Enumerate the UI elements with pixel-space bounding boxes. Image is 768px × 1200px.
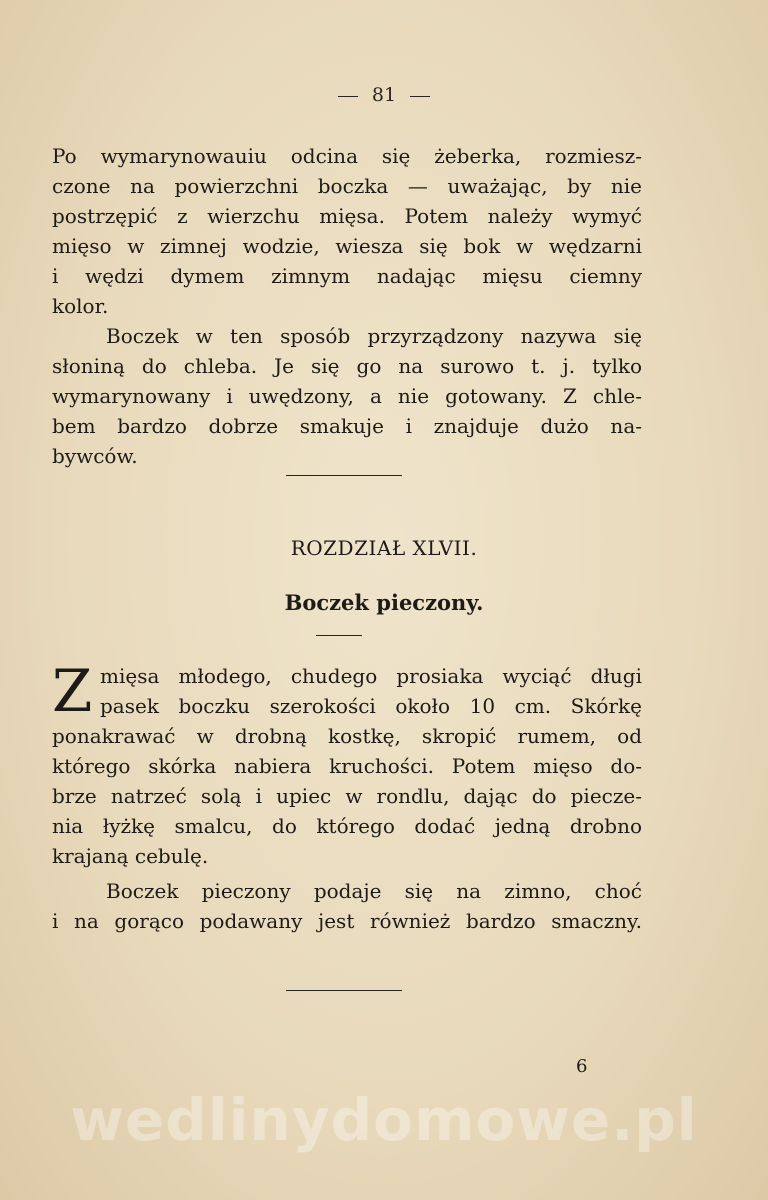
signature-mark: 6 [576, 1056, 588, 1077]
text-line: bem bardzo dobrze smakuje i znajduje dużo na- [52, 414, 642, 438]
text-line: pasek boczku szerokości około 10 cm. Skórkę [100, 694, 642, 718]
text-line: wymarynowany i uwędzony, a nie gotowany. Z chle- [52, 384, 642, 408]
text-line: postrzępić z wierzchu mięsa. Potem należy wymyć [52, 204, 642, 228]
paragraph-1 [52, 141, 642, 321]
text-line: mięsa młodego, chudego prosiaka wyciąć długi [100, 664, 642, 688]
text-line: Boczek pieczony podaje się na zimno, choć [106, 879, 642, 903]
end-rule [286, 990, 402, 991]
text-line: kolor. [52, 294, 109, 318]
chapter-heading: ROZDZIAŁ XLVII. [290, 536, 478, 560]
drop-cap: Z [52, 657, 93, 725]
text-line: czone na powierzchni boczka — uważając, by nie [52, 174, 642, 198]
chapter-title: Boczek pieczony. [284, 590, 484, 615]
text-line: nia łyżkę smalcu, do którego dodać jedną drobno [52, 814, 642, 838]
dash-left [338, 96, 358, 97]
text-line: brze natrzeć solą i upiec w rondlu, dając do piecze- [52, 784, 642, 808]
text-line: słoniną do chleba. Je się go na surowo t. j. tylko [52, 354, 642, 378]
paragraph-3 [52, 657, 642, 871]
text-line: ponakrawać w drobną kostkę, skropić rumem, od [52, 724, 642, 748]
paragraph-2 [52, 321, 642, 471]
text-line: Po wymarynowauiu odcina się żeberka, rozmiesz- [52, 144, 642, 168]
page-number: 81 [0, 84, 768, 106]
watermark: wedlinydomowe.pl [70, 1086, 698, 1154]
dash-right [410, 96, 430, 97]
text-line: Boczek w ten sposób przyrządzony nazywa się [106, 324, 642, 348]
text-line: i wędzi dymem zimnym nadając mięsu ciemny [52, 264, 642, 288]
paragraph-4 [52, 876, 642, 936]
text-line: którego skórka nabiera kruchości. Potem mięso do- [52, 754, 642, 778]
text-line: bywców. [52, 444, 138, 468]
text-line: krajaną cebulę. [52, 844, 209, 868]
text-line: mięso w zimnej wodzie, wiesza się bok w wędzarni [52, 234, 642, 258]
title-rule [316, 635, 362, 636]
section-divider [286, 475, 402, 476]
text-line: i na gorąco podawany jest również bardzo smaczny. [52, 909, 642, 933]
